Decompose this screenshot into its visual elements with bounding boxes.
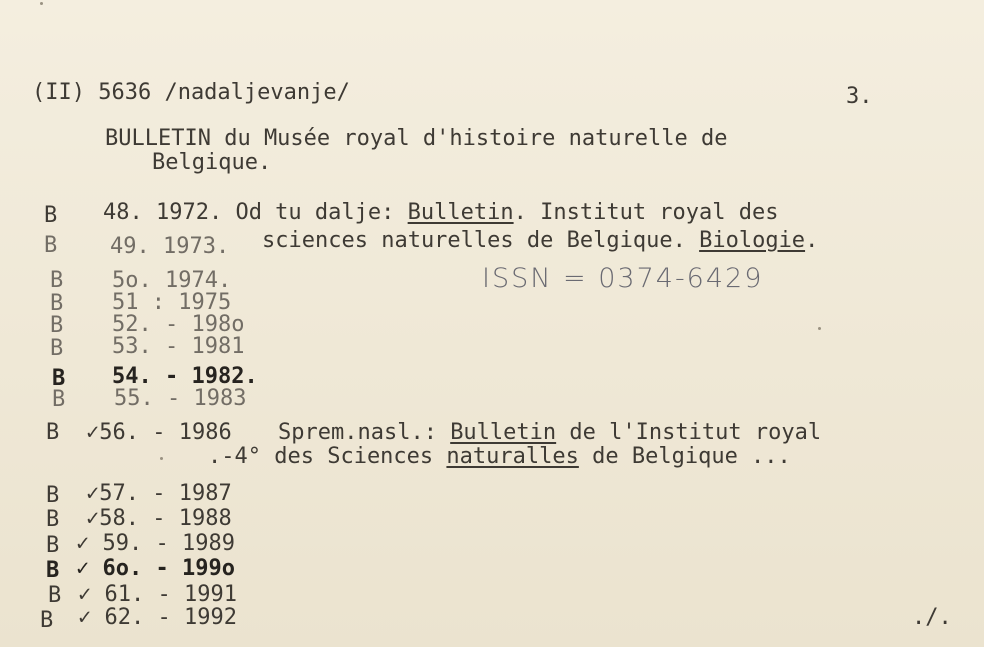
holding-mark: B [46,533,60,558]
page-number: 3. [846,84,873,109]
card-heading: (II) 5636 /nadaljevanje/ [32,80,350,105]
holding-entry: 49. 1973. [110,234,230,259]
holding-mark: B [46,420,60,445]
title-line-1: BULLETIN du Musée royal d'histoire naturelle de [105,126,728,151]
note-1972-line-2: sciences naturelles de Belgique. Biologie. [262,228,819,253]
holding-entry: 52. - 198o [112,312,245,337]
note-1986-line-2: .-4° des Sciences naturalles de Belgique ... [208,444,791,469]
continued-mark: ./. [912,605,952,630]
speck [40,2,43,5]
holding-mark: B [50,313,64,338]
holding-mark: B [44,233,58,258]
holding-mark: B [50,291,64,316]
note-1986-line-1: Sprem.nasl.: Bulletin de l'Institut royal [278,420,822,445]
holding-mark: B [44,203,58,228]
handwritten-issn: ISSN = 0374-6429 [482,263,764,294]
holding-entry: ✓ 59. - 1989 [76,531,235,556]
holding-mark: B [46,558,60,583]
holding-mark: B [50,336,64,361]
holding-mark: B [46,483,60,508]
holding-entry: 54. - 1982. [112,364,258,389]
holding-entry: ✓58. - 1988 [86,506,232,531]
holding-entry: ✓ 61. - 1991 [78,582,237,607]
holding-entry: 5o. 1974. [112,268,232,293]
holding-mark: B [48,583,62,608]
holding-entry: ✓57. - 1987 [86,481,232,506]
note-1972-line-1: 48. 1972. Od tu dalje: Bulletin. Institut royal des [103,200,779,225]
holding-mark: B [52,366,66,391]
holding-entry: 53. - 1981 [112,334,245,359]
holding-mark: B [52,387,66,412]
speck [818,327,821,330]
holding-mark: B [50,268,64,293]
holding-entry: ✓ 6o. - 199o [76,556,235,581]
holding-entry: 51 : 1975 [112,290,232,315]
holding-entry: ✓ 62. - 1992 [78,605,237,630]
holding-mark: B [46,507,60,532]
title-line-2: Belgique. [152,150,272,175]
holding-mark: B [40,608,54,633]
holding-entry: 55. - 1983 [114,386,247,411]
speck [160,457,163,460]
holding-entry: ✓56. - 1986 [86,420,232,445]
